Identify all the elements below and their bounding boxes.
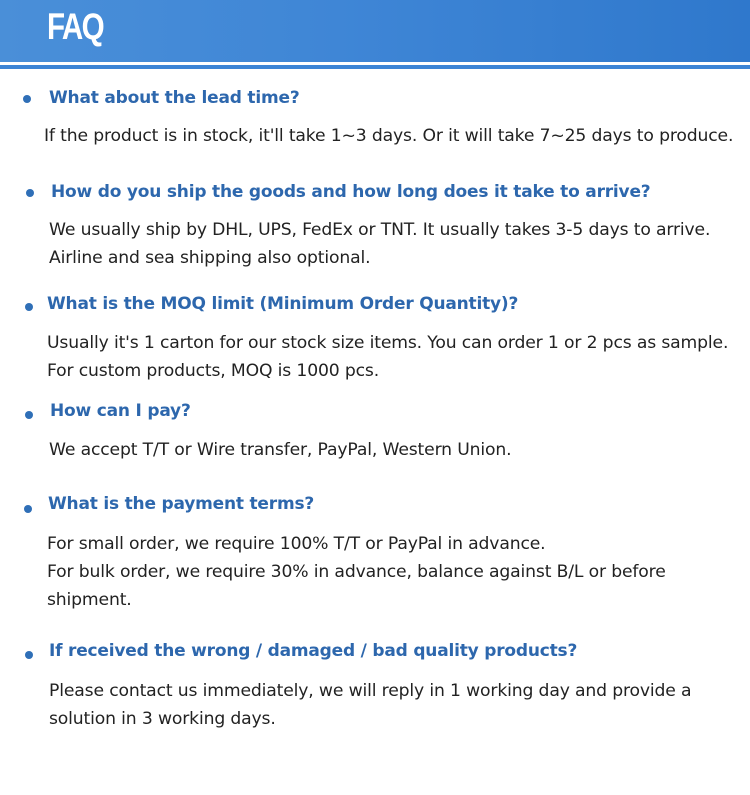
- faq-header-banner: [0, 0, 750, 62]
- bullet-icon: [25, 651, 33, 659]
- faq-answer: [49, 216, 710, 272]
- faq-answer: [47, 530, 666, 614]
- faq-answer-line: shipment.: [47, 590, 132, 610]
- bullet-icon: [25, 303, 33, 311]
- bullet-icon: [25, 411, 33, 419]
- faq-answer: [49, 436, 511, 464]
- faq-answer-line: Airline and sea shipping also optional.: [49, 248, 371, 268]
- faq-answer-line: Please contact us immediately, we will reply in 1 working day and provide a: [49, 681, 692, 701]
- faq-answer-line: solution in 3 working days.: [49, 709, 276, 729]
- header-divider: [0, 65, 750, 69]
- bullet-icon: [23, 95, 31, 103]
- faq-answer-line: For small order, we require 100% T/T or PayPal in advance.: [47, 534, 546, 554]
- faq-question: If received the wrong / damaged / bad quality products?: [49, 641, 578, 661]
- faq-question: How do you ship the goods and how long does it take to arrive?: [51, 182, 651, 202]
- faq-answer-line: We accept T/T or Wire transfer, PayPal, Western Union.: [49, 440, 512, 460]
- faq-answer-line: If the product is in stock, it'll take 1~3 days. Or it will take 7~25 days to produce.: [44, 126, 734, 146]
- faq-answer-line: We usually ship by DHL, UPS, FedEx or TNT. It usually takes 3-5 days to arrive.: [49, 220, 711, 240]
- faq-title: FAQ: [47, 6, 104, 47]
- faq-answer: [49, 677, 691, 733]
- bullet-icon: [24, 505, 32, 513]
- bullet-icon: [26, 189, 34, 197]
- faq-answer-line: For custom products, MOQ is 1000 pcs.: [47, 361, 380, 381]
- faq-answer: [47, 329, 728, 385]
- faq-question: What is the payment terms?: [48, 494, 315, 514]
- faq-answer: [44, 122, 733, 150]
- faq-question: What is the MOQ limit (Minimum Order Quantity)?: [47, 294, 519, 314]
- faq-question: How can I pay?: [50, 401, 191, 421]
- faq-question: What about the lead time?: [49, 88, 300, 108]
- faq-answer-line: Usually it's 1 carton for our stock size items. You can order 1 or 2 pcs as sample.: [47, 333, 729, 353]
- faq-answer-line: For bulk order, we require 30% in advance, balance against B/L or before: [47, 562, 666, 582]
